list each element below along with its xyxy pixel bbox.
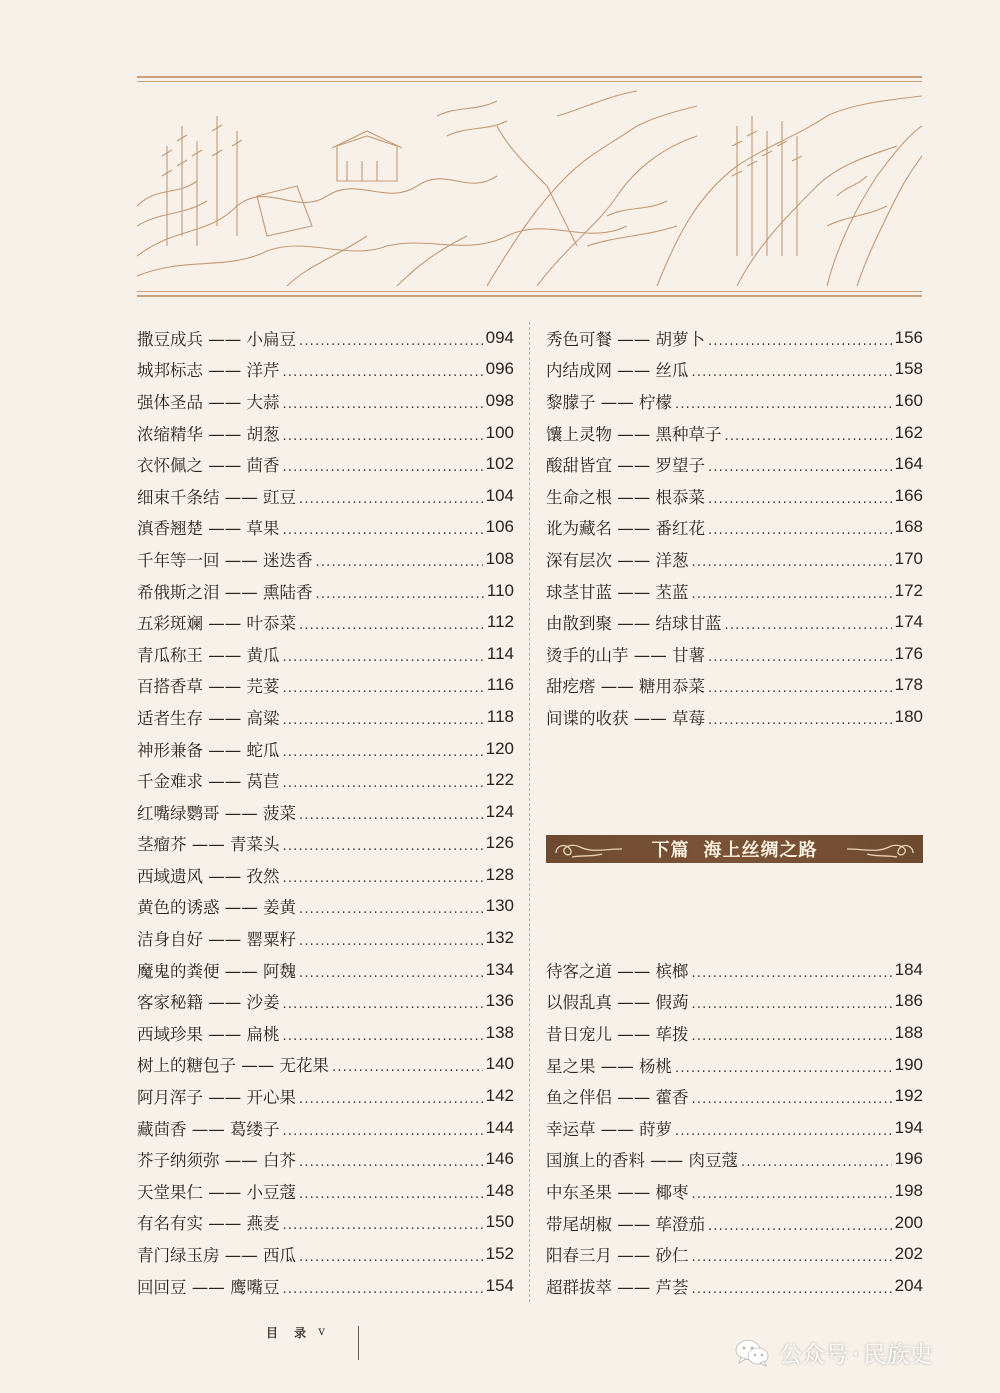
toc-entry-page: 160 (894, 390, 923, 410)
toc-leader-dots (692, 993, 892, 1011)
toc-entry[interactable] (546, 512, 923, 544)
toc-leader-dots (692, 583, 892, 601)
toc-entry-page: 194 (894, 1117, 923, 1137)
toc-entry[interactable] (546, 480, 923, 512)
toc-entry-page: 186 (894, 991, 923, 1011)
toc-entry[interactable] (137, 638, 514, 670)
toc-entry[interactable] (137, 606, 514, 638)
toc-leader-dots (708, 519, 892, 537)
toc-leader-dots (283, 519, 483, 537)
toc-entry[interactable] (546, 606, 923, 638)
toc-entry-title: 千年等一回 —— 迷迭香 (137, 550, 313, 570)
toc-entry-title: 阿月浑子 —— 开心果 (137, 1088, 296, 1108)
watermark-separator: · (852, 1342, 860, 1368)
toc-leader-dots (283, 361, 483, 379)
toc-entry-page: 124 (485, 801, 514, 821)
toc-entry-page: 142 (485, 1086, 514, 1106)
toc-entry[interactable] (546, 322, 923, 354)
toc-entry[interactable] (546, 575, 923, 607)
toc-leader-dots (708, 488, 892, 506)
toc-entry[interactable] (546, 638, 923, 670)
toc-entry-title: 百搭香草 —— 芫荽 (137, 677, 280, 697)
toc-leader-dots (283, 646, 484, 664)
toc-entry[interactable] (137, 701, 514, 733)
toc-leader-dots (741, 1151, 892, 1169)
footer-label: 目 录 (266, 1326, 313, 1340)
toc-entry[interactable] (137, 985, 514, 1017)
watermark-prefix: 公众号 (779, 1342, 848, 1368)
toc-entry-title: 客家秘籍 —— 沙姜 (137, 993, 280, 1013)
toc-leader-dots (708, 456, 892, 474)
toc-entry-page: 136 (485, 991, 514, 1011)
column-divider (529, 322, 530, 1302)
toc-entry[interactable] (137, 1112, 514, 1144)
footer-page-number: v (318, 1324, 325, 1338)
toc-entry-page: 176 (894, 643, 923, 663)
toc-leader-dots (283, 741, 483, 759)
toc-entry-title: 天堂果仁 —— 小豆蔻 (137, 1182, 296, 1202)
toc-entry-page: 128 (485, 864, 514, 884)
toc-entry-page: 162 (894, 422, 923, 442)
toc-entry[interactable] (137, 1143, 514, 1175)
toc-entry-title: 洁身自好 —— 罂粟籽 (137, 930, 296, 950)
toc-entry-title: 西域遗风 —— 孜然 (137, 866, 280, 886)
toc-entry[interactable] (546, 1049, 923, 1081)
toc-entry-title: 衣怀佩之 —— 茴香 (137, 456, 280, 476)
toc-entry[interactable] (137, 448, 514, 480)
toc-entry[interactable] (137, 1207, 514, 1239)
toc-entry[interactable] (546, 1270, 923, 1302)
toc-leader-dots (283, 425, 483, 443)
toc-entry[interactable] (546, 1238, 923, 1270)
toc-entry-page: 146 (485, 1149, 514, 1169)
toc-entry-title: 讹为藏名 —— 番红花 (546, 519, 705, 539)
toc-left-column (137, 322, 514, 1301)
toc-entry-page: 100 (485, 422, 514, 442)
toc-leader-dots (283, 1214, 483, 1232)
toc-entry-title: 烫手的山芋 —— 甘薯 (546, 645, 705, 665)
footer-rule (358, 1326, 359, 1360)
toc-leader-dots (692, 551, 892, 569)
toc-leader-dots (692, 962, 892, 980)
toc-entry-title: 西域珍果 —— 扁桃 (137, 1024, 280, 1044)
toc-entry-title: 待客之道 —— 槟榔 (546, 961, 689, 981)
toc-entry-page: 126 (485, 833, 514, 853)
toc-entry-title: 五彩斑斓 —— 叶忝菜 (137, 614, 296, 634)
banner-bottom-rule (137, 291, 922, 297)
section-banner (546, 835, 923, 863)
toc-entry-page: 130 (485, 896, 514, 916)
watermark (735, 1336, 934, 1369)
toc-leader-dots (725, 425, 892, 443)
landscape-illustration (137, 86, 922, 286)
toc-entry-page: 204 (894, 1275, 923, 1295)
toc-entry-page: 106 (485, 517, 514, 537)
toc-leader-dots (299, 330, 483, 348)
toc-leader-dots (708, 1215, 892, 1233)
toc-entry-page: 178 (894, 675, 923, 695)
toc-entry[interactable] (546, 670, 923, 702)
toc-leader-dots (316, 551, 483, 569)
toc-entry-page: 096 (485, 359, 514, 379)
toc-entry-page: 116 (486, 675, 514, 695)
toc-entry-title: 中东圣果 —— 椰枣 (546, 1182, 689, 1202)
toc-entry[interactable] (137, 543, 514, 575)
toc-entry-page: 148 (485, 1180, 514, 1200)
toc-entry-page: 138 (485, 1022, 514, 1042)
toc-entry-title: 适者生存 —— 高粱 (137, 708, 280, 728)
toc-entry-title: 滇香翘楚 —— 草果 (137, 519, 280, 539)
toc-leader-dots (316, 583, 484, 601)
toc-leader-dots (725, 614, 892, 632)
toc-entry-page: 190 (894, 1054, 923, 1074)
toc-entry-title: 深有层次 —— 洋葱 (546, 550, 689, 570)
toc-entry-page: 132 (485, 928, 514, 948)
toc-leader-dots (299, 614, 484, 632)
toc-entry-page: 168 (894, 517, 923, 537)
toc-entry-page: 112 (486, 612, 514, 632)
toc-leader-dots (283, 393, 483, 411)
toc-entry-title: 撒豆成兵 —— 小扁豆 (137, 329, 296, 349)
toc-entry[interactable] (137, 1175, 514, 1207)
toc-entry-title: 内结成网 —— 丝瓜 (546, 361, 689, 381)
toc-leader-dots (283, 709, 484, 727)
toc-leader-dots (299, 1183, 483, 1201)
toc-entry[interactable] (137, 859, 514, 891)
toc-leader-dots (299, 1088, 483, 1106)
section-label: 下篇 (651, 840, 690, 861)
toc-entry-title: 芥子纳须弥 —— 白芥 (137, 1151, 296, 1171)
toc-right-column-bottom (546, 954, 923, 1302)
toc-entry-page: 198 (894, 1180, 923, 1200)
toc-entry-title: 带尾胡椒 —— 荜澄茄 (546, 1214, 705, 1234)
toc-leader-dots (692, 1278, 892, 1296)
section-title (645, 836, 825, 862)
toc-leader-dots (675, 393, 892, 411)
toc-entry[interactable] (546, 1175, 923, 1207)
toc-entry[interactable] (137, 670, 514, 702)
toc-entry[interactable] (137, 1238, 514, 1270)
toc-entry-title: 城邦标志 —— 洋芹 (137, 361, 280, 381)
header-landscape-banner (137, 76, 922, 297)
toc-leader-dots (283, 772, 483, 790)
toc-entry-title: 馕上灵物 —— 黑种草子 (546, 424, 722, 444)
toc-leader-dots (708, 330, 892, 348)
toc-leader-dots (692, 1183, 892, 1201)
toc-entry[interactable] (137, 417, 514, 449)
toc-entry-page: 102 (485, 454, 514, 474)
wechat-icon (735, 1339, 769, 1367)
toc-entry-page: 188 (894, 1022, 923, 1042)
toc-entry[interactable] (546, 1207, 923, 1239)
toc-entry-page: 118 (486, 706, 514, 726)
toc-leader-dots (692, 361, 892, 379)
toc-entry[interactable] (137, 1049, 514, 1081)
toc-entry[interactable] (137, 322, 514, 354)
toc-entry-title: 超群拔萃 —— 芦荟 (546, 1277, 689, 1297)
toc-entry-page: 192 (894, 1086, 923, 1106)
toc-entry-page: 154 (485, 1275, 514, 1295)
toc-leader-dots (299, 488, 483, 506)
toc-entry-title: 树上的糖包子 —— 无花果 (137, 1056, 329, 1076)
toc-entry-title: 黎朦子 —— 柠檬 (546, 392, 672, 412)
watermark-text (777, 1336, 934, 1369)
toc-entry-title: 昔日宠儿 —— 荜拨 (546, 1024, 689, 1044)
toc-entry-title: 鱼之伴侣 —— 藿香 (546, 1088, 689, 1108)
toc-entry-title: 千金难求 —— 莴苣 (137, 772, 280, 792)
toc-entry[interactable] (137, 480, 514, 512)
toc-entry-title: 由散到聚 —— 结球甘蓝 (546, 614, 722, 634)
banner-top-rule (137, 76, 922, 82)
toc-leader-dots (332, 1056, 483, 1074)
toc-entry-title: 魔鬼的粪便 —— 阿魏 (137, 961, 296, 981)
toc-entry[interactable] (546, 1017, 923, 1049)
toc-entry[interactable] (546, 448, 923, 480)
toc-entry[interactable] (546, 543, 923, 575)
toc-entry-title: 回回豆 —— 鹰嘴豆 (137, 1277, 280, 1297)
toc-entry[interactable] (137, 796, 514, 828)
toc-entry[interactable] (546, 1080, 923, 1112)
toc-entry[interactable] (546, 1112, 923, 1144)
toc-entry[interactable] (137, 828, 514, 860)
toc-entry-title: 青门绿玉房 —— 西瓜 (137, 1246, 296, 1266)
toc-right-column-top (546, 322, 923, 733)
toc-entry-title: 星之果 —— 杨桃 (546, 1056, 672, 1076)
toc-leader-dots (708, 677, 892, 695)
toc-leader-dots (283, 867, 483, 885)
toc-leader-dots (283, 1120, 483, 1138)
toc-entry-page: 134 (485, 959, 514, 979)
toc-leader-dots (708, 709, 892, 727)
toc-entry-title: 细束千条结 —— 豇豆 (137, 487, 296, 507)
toc-leader-dots (692, 1088, 892, 1106)
toc-entry-page: 184 (894, 959, 923, 979)
toc-entry-page: 120 (485, 738, 514, 758)
toc-entry-page: 140 (485, 1054, 514, 1074)
toc-leader-dots (283, 1025, 483, 1043)
toc-entry-page: 158 (894, 359, 923, 379)
toc-entry[interactable] (137, 1270, 514, 1302)
toc-entry[interactable] (546, 701, 923, 733)
toc-entry[interactable] (546, 354, 923, 386)
toc-leader-dots (299, 804, 483, 822)
toc-entry-title: 强体圣品 —— 大蒜 (137, 392, 280, 412)
toc-leader-dots (299, 962, 483, 980)
toc-entry[interactable] (137, 922, 514, 954)
toc-leader-dots (283, 677, 484, 695)
toc-entry-page: 200 (894, 1212, 923, 1232)
toc-entry[interactable] (137, 354, 514, 386)
toc-entry-title: 红嘴绿鹦哥 —— 菠菜 (137, 803, 296, 823)
toc-entry-title: 国旗上的香料 —— 肉豆蔻 (546, 1151, 738, 1171)
toc-leader-dots (299, 898, 483, 916)
section-name: 海上丝绸之路 (703, 840, 818, 861)
toc-leader-dots (299, 1151, 483, 1169)
toc-entry-page: 094 (485, 327, 514, 347)
toc-entry-title: 甜疙瘩 —— 糖用忝菜 (546, 677, 705, 697)
toc-entry[interactable] (137, 512, 514, 544)
toc-entry-title: 青瓜称王 —— 黄瓜 (137, 645, 280, 665)
toc-leader-dots (283, 456, 483, 474)
toc-entry-page: 114 (486, 643, 514, 663)
toc-entry[interactable] (546, 954, 923, 986)
toc-entry-title: 秀色可餐 —— 胡萝卜 (546, 329, 705, 349)
toc-entry-title: 希俄斯之泪 —— 熏陆香 (137, 582, 313, 602)
toc-entry[interactable] (546, 986, 923, 1018)
toc-entry-title: 以假乱真 —— 假蒟 (546, 993, 689, 1013)
toc-entry-title: 有名有实 —— 燕麦 (137, 1214, 280, 1234)
toc-leader-dots (283, 1278, 483, 1296)
toc-entry[interactable] (137, 575, 514, 607)
toc-entry-page: 156 (894, 327, 923, 347)
toc-entry-title: 酸甜皆宜 —— 罗望子 (546, 456, 705, 476)
toc-leader-dots (299, 1246, 483, 1264)
toc-entry-page: 172 (894, 580, 923, 600)
toc-entry[interactable] (546, 417, 923, 449)
toc-entry-title: 生命之根 —— 根忝菜 (546, 487, 705, 507)
toc-leader-dots (692, 1025, 892, 1043)
toc-entry-page: 152 (485, 1244, 514, 1264)
toc-entry-title: 幸运草 —— 莳萝 (546, 1119, 672, 1139)
toc-leader-dots (675, 1120, 892, 1138)
toc-entry-page: 170 (894, 548, 923, 568)
toc-entry-title: 阳春三月 —— 砂仁 (546, 1246, 689, 1266)
toc-entry-title: 黄色的诱惑 —— 姜黄 (137, 898, 296, 918)
toc-entry-page: 110 (486, 580, 514, 600)
toc-entry-title: 间谍的收获 —— 草莓 (546, 708, 705, 728)
toc-entry-page: 166 (894, 485, 923, 505)
toc-entry-page: 202 (894, 1244, 923, 1264)
toc-entry[interactable] (137, 891, 514, 923)
toc-entry[interactable] (137, 954, 514, 986)
toc-leader-dots (283, 835, 483, 853)
toc-entry[interactable] (137, 733, 514, 765)
toc-leader-dots (692, 1246, 892, 1264)
cloud-ornament-icon (827, 837, 917, 861)
toc-entry-page: 108 (485, 548, 514, 568)
page-footer (266, 1324, 325, 1360)
toc-leader-dots (675, 1057, 892, 1075)
toc-entry-page: 098 (485, 390, 514, 410)
toc-entry[interactable] (137, 1017, 514, 1049)
toc-entry-page: 122 (485, 770, 514, 790)
toc-entry-title: 浓缩精华 —— 胡葱 (137, 424, 280, 444)
toc-entry[interactable] (137, 385, 514, 417)
toc-leader-dots (299, 930, 483, 948)
toc-entry-page: 174 (894, 612, 923, 632)
toc-leader-dots (283, 993, 483, 1011)
toc-entry-title: 茎瘤芥 —— 青菜头 (137, 835, 280, 855)
toc-entry[interactable] (546, 1144, 923, 1176)
toc-entry[interactable] (137, 764, 514, 796)
toc-entry-page: 150 (485, 1212, 514, 1232)
toc-entry-title: 神形兼备 —— 蛇瓜 (137, 740, 280, 760)
toc-entry[interactable] (546, 385, 923, 417)
toc-entry-page: 180 (894, 706, 923, 726)
toc-entry-title: 藏茴香 —— 葛缕子 (137, 1119, 280, 1139)
toc-entry-page: 144 (485, 1117, 514, 1137)
toc-entry-page: 104 (485, 485, 514, 505)
toc-entry-page: 196 (894, 1149, 923, 1169)
toc-entry-title: 球茎甘蓝 —— 苤蓝 (546, 582, 689, 602)
toc-entry-page: 164 (894, 454, 923, 474)
toc-leader-dots (708, 646, 892, 664)
watermark-name: 民族史 (863, 1342, 933, 1368)
toc-entry[interactable] (137, 1080, 514, 1112)
cloud-ornament-icon (552, 837, 642, 861)
